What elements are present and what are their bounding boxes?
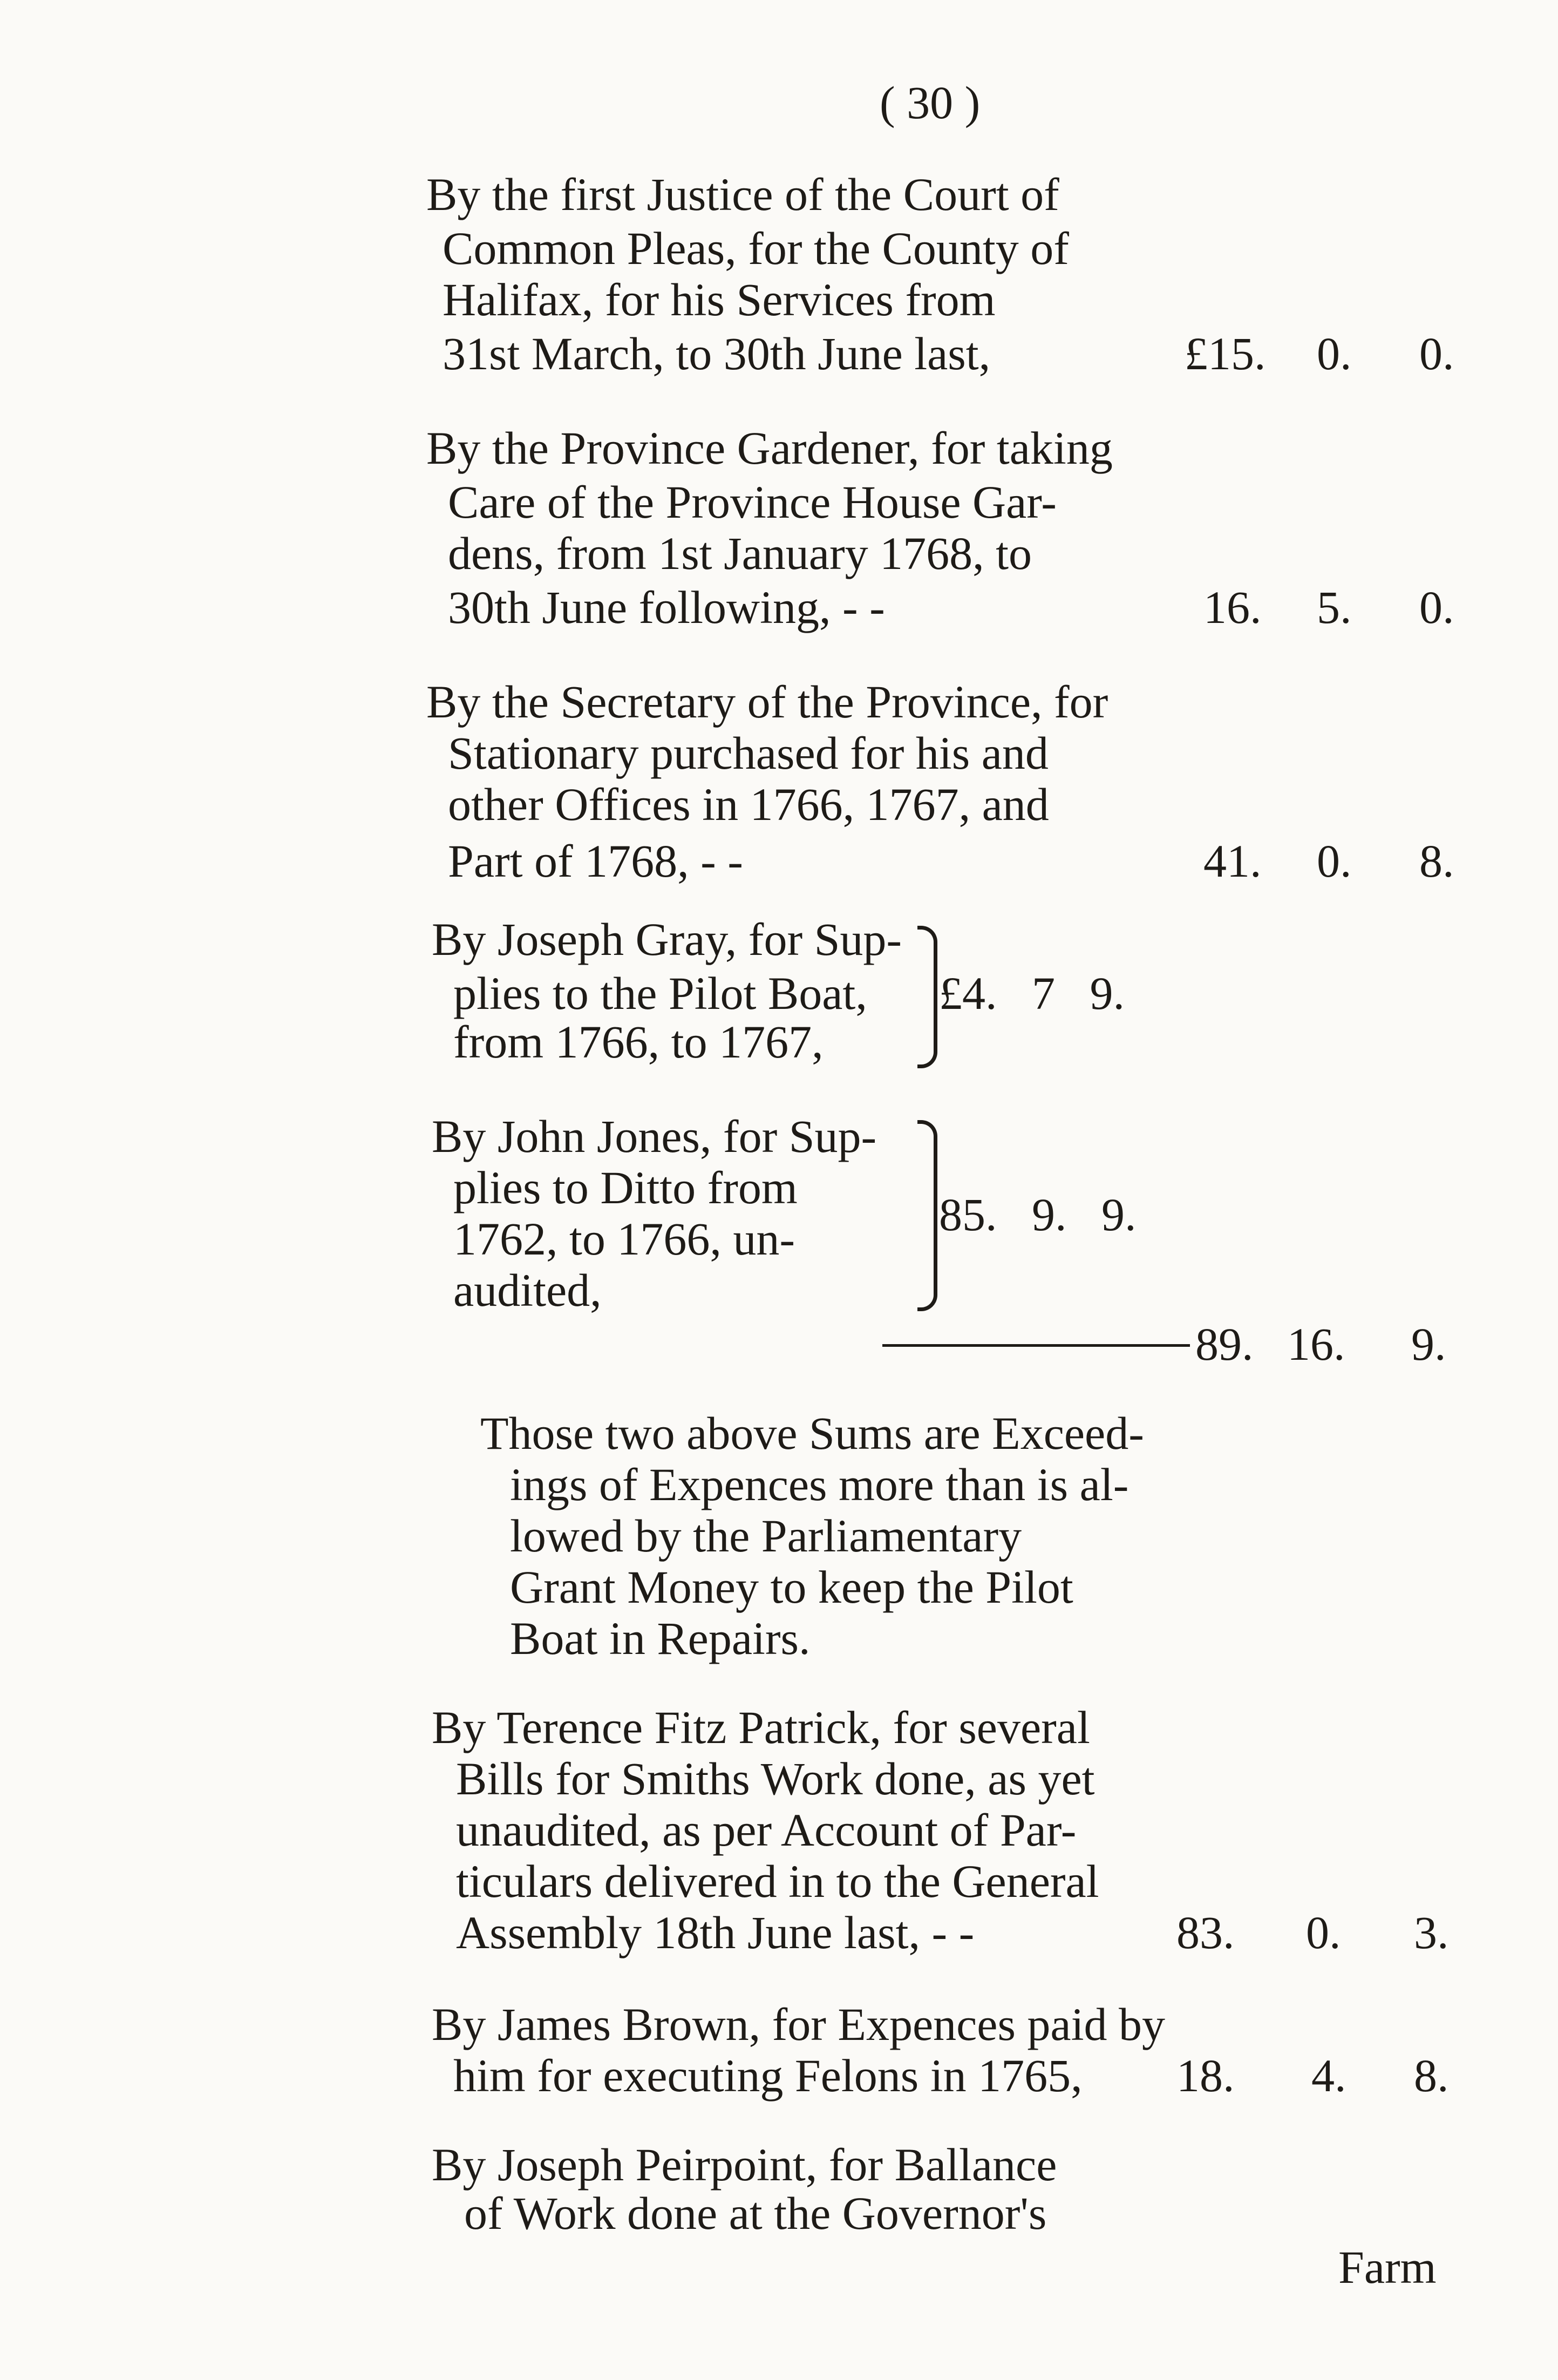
entry-line: By Joseph Peirpoint, for Ballance (432, 2139, 1057, 2191)
amount-pounds: 83. (1176, 1907, 1235, 1958)
entry-line: By Joseph Gray, for Sup- (432, 913, 902, 965)
amount-pence: 3. (1414, 1907, 1449, 1958)
entry-line: Halifax, for his Services from (443, 274, 996, 326)
note-line: ings of Expences more than is al- (510, 1459, 1129, 1510)
entry-line: By the Secretary of the Province, for (426, 676, 1108, 728)
entry-line: from 1766, to 1767, (453, 1016, 824, 1068)
entry-line: unaudited, as per Account of Par- (456, 1804, 1077, 1856)
entry-line: Assembly 18th June last, - - (456, 1907, 975, 1958)
entry-line: By John Jones, for Sup- (432, 1110, 877, 1162)
entry-line: 31st March, to 30th June last, (443, 328, 991, 379)
amount-pounds: 41. (1203, 835, 1262, 887)
amount-pence: 0. (1419, 328, 1454, 379)
amount-pounds: 18. (1176, 2050, 1235, 2101)
brace (917, 1120, 937, 1311)
amount-pounds: 89. (1195, 1318, 1254, 1370)
amount-pence: 8. (1414, 2050, 1449, 2101)
amount-shillings: 0. (1317, 835, 1352, 887)
entry-line: ticulars delivered in to the General (456, 1855, 1099, 1907)
entry-line: Stationary purchased for his and (448, 727, 1049, 779)
entry-line: audited, (453, 1264, 602, 1316)
entry-line: By the Province Gardener, for taking (426, 422, 1113, 474)
amount-shillings: 0. (1317, 328, 1352, 379)
page-number: ( 30 ) (880, 77, 981, 128)
entry-line: 30th June following, - - (448, 581, 885, 633)
note-line: Grant Money to keep the Pilot (510, 1561, 1073, 1613)
amount-shillings: 0. (1306, 1907, 1341, 1958)
brace (917, 926, 937, 1068)
entry-line: By Terence Fitz Patrick, for several (432, 1701, 1090, 1753)
sum-rule (882, 1344, 1190, 1347)
entry-line: plies to the Pilot Boat, (453, 967, 867, 1019)
catchword: Farm (1338, 2241, 1437, 2293)
amount-pounds: 16. (1203, 581, 1262, 633)
note-line: lowed by the Parliamentary (510, 1510, 1022, 1562)
entry-line: dens, from 1st January 1768, to (448, 527, 1032, 579)
entry-line: him for executing Felons in 1765, (453, 2050, 1083, 2101)
amount-pence: 8. (1419, 835, 1454, 887)
entry-line: other Offices in 1766, 1767, and (448, 778, 1049, 830)
entry-line: Common Pleas, for the County of (443, 222, 1069, 274)
entry-line: Part of 1768, - - (448, 835, 743, 887)
sub-amount: £4. 7 9. (939, 967, 1125, 1019)
amount-shillings: 16. (1287, 1318, 1345, 1370)
amount-pence: 0. (1419, 581, 1454, 633)
entry-line: Care of the Province House Gar- (448, 476, 1057, 528)
entry-line: plies to Ditto from (453, 1162, 798, 1213)
entry-line: of Work done at the Governor's (464, 2187, 1047, 2239)
amount-shillings: 5. (1317, 581, 1352, 633)
entry-line: By James Brown, for Expences paid by (432, 1998, 1165, 2050)
sub-amount: 85. 9. 9. (939, 1189, 1137, 1240)
entry-line: By the first Justice of the Court of (426, 168, 1059, 220)
amount-pence: 9. (1411, 1318, 1446, 1370)
note-line: Those two above Sums are Exceed- (480, 1407, 1144, 1459)
amount-shillings: 4. (1311, 2050, 1346, 2101)
entry-line: Bills for Smiths Work done, as yet (456, 1753, 1095, 1805)
amount-pounds: £15. (1185, 328, 1266, 379)
entry-line: 1762, to 1766, un- (453, 1213, 795, 1265)
note-line: Boat in Repairs. (510, 1612, 811, 1664)
